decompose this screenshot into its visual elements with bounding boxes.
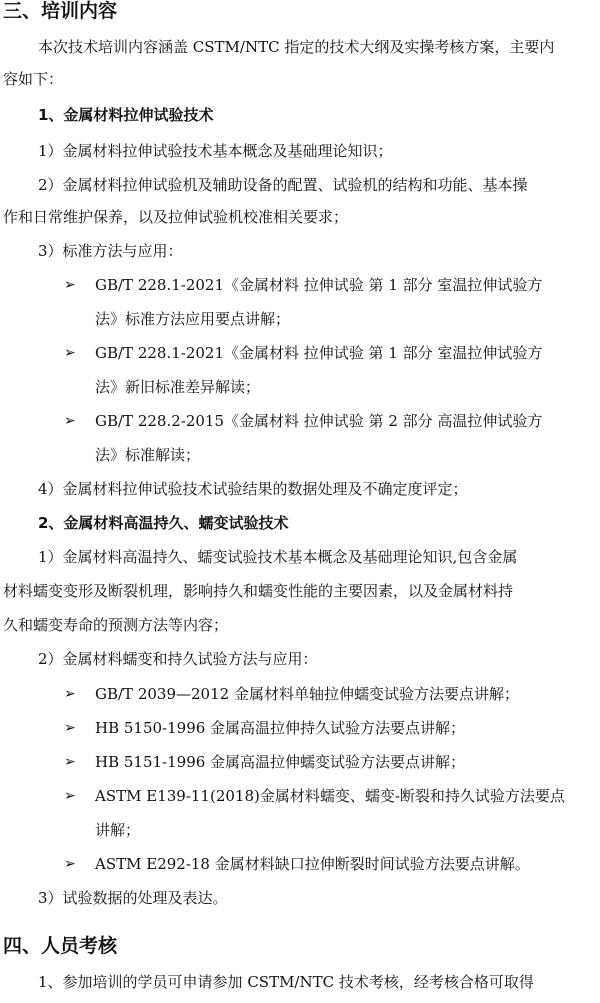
bullet-arrow-icon: ➢	[64, 413, 76, 429]
sub2-bullet-3: HB 5151-1996 金属高温拉伸蠕变试验方法要点讲解；	[95, 753, 466, 771]
bullet-arrow-icon: ➢	[64, 754, 76, 770]
intro-paragraph-line-2: 容如下：	[3, 70, 64, 88]
sub1-item-2-line-2: 作和日常维护保养，以及拉伸试验机校准相关要求；	[3, 208, 349, 226]
sub1-bullet-1-line-2: 法》标准方法应用要点讲解；	[95, 310, 291, 328]
intro-paragraph-line-1: 本次技术培训内容涵盖 CSTM/NTC 指定的技术大纲及实操考核方案，主要内	[38, 38, 555, 56]
bullet-arrow-icon: ➢	[64, 686, 76, 702]
sub2-bullet-4-line-2: 讲解；	[95, 821, 141, 839]
sub1-bullet-3-line-2: 法》标准解读；	[95, 446, 201, 464]
sub1-bullet-2-line-2: 法》新旧标准差异解读；	[95, 378, 261, 396]
sub1-item-3: 3）标准方法与应用：	[38, 242, 183, 260]
sub2-item-1-line-1: 1）金属材料高温持久、蠕变试验技术基本概念及基础理论知识,包含金属	[38, 548, 518, 566]
subsection-1-heading: 1、金属材料拉伸试验技术	[38, 106, 214, 124]
bullet-arrow-icon: ➢	[64, 277, 76, 293]
sub2-item-1-line-2: 材料蠕变变形及断裂机理，影响持久和蠕变性能的主要因素，以及金属材料持	[3, 582, 514, 600]
sub1-bullet-1-line-1: GB/T 228.1-2021《金属材料 拉伸试验 第 1 部分 室温拉伸试验方	[95, 276, 543, 294]
sub2-bullet-1: GB/T 2039—2012 金属材料单轴拉伸蠕变试验方法要点讲解；	[95, 685, 519, 703]
bullet-arrow-icon: ➢	[64, 788, 76, 804]
bullet-arrow-icon: ➢	[64, 720, 76, 736]
section-3-heading: 三、培训内容	[3, 0, 118, 22]
sub2-item-2: 2）金属材料蠕变和持久试验方法与应用：	[38, 650, 318, 668]
sub2-bullet-2: HB 5150-1996 金属高温拉伸持久试验方法要点讲解；	[95, 719, 466, 737]
bullet-arrow-icon: ➢	[64, 345, 76, 361]
section-4-heading: 四、人员考核	[3, 935, 118, 957]
bullet-arrow-icon: ➢	[64, 856, 76, 872]
section-4-item-1: 1、参加培训的学员可申请参加 CSTM/NTC 技术考核，经考核合格可取得	[38, 973, 534, 991]
sub2-item-3: 3）试验数据的处理及表达。	[38, 889, 228, 907]
sub1-item-4: 4）金属材料拉伸试验技术试验结果的数据处理及不确定度评定；	[38, 480, 468, 498]
sub1-bullet-2-line-1: GB/T 228.1-2021《金属材料 拉伸试验 第 1 部分 室温拉伸试验方	[95, 344, 543, 362]
sub1-bullet-3-line-1: GB/T 228.2-2015《金属材料 拉伸试验 第 2 部分 高温拉伸试验方	[95, 412, 543, 430]
sub1-item-1: 1）金属材料拉伸试验技术基本概念及基础理论知识；	[38, 142, 393, 160]
subsection-2-heading: 2、金属材料高温持久、蠕变试验技术	[38, 514, 289, 532]
sub2-bullet-4-line-1: ASTM E139-11(2018)金属材料蠕变、蠕变-断裂和持久试验方法要点	[95, 787, 565, 805]
sub2-item-1-line-3: 久和蠕变寿命的预测方法等内容；	[3, 616, 229, 634]
sub2-bullet-5: ASTM E292-18 金属材料缺口拉伸断裂时间试验方法要点讲解。	[95, 855, 530, 873]
sub1-item-2-line-1: 2）金属材料拉伸试验机及辅助设备的配置、试验机的结构和功能、基本操	[38, 176, 528, 194]
